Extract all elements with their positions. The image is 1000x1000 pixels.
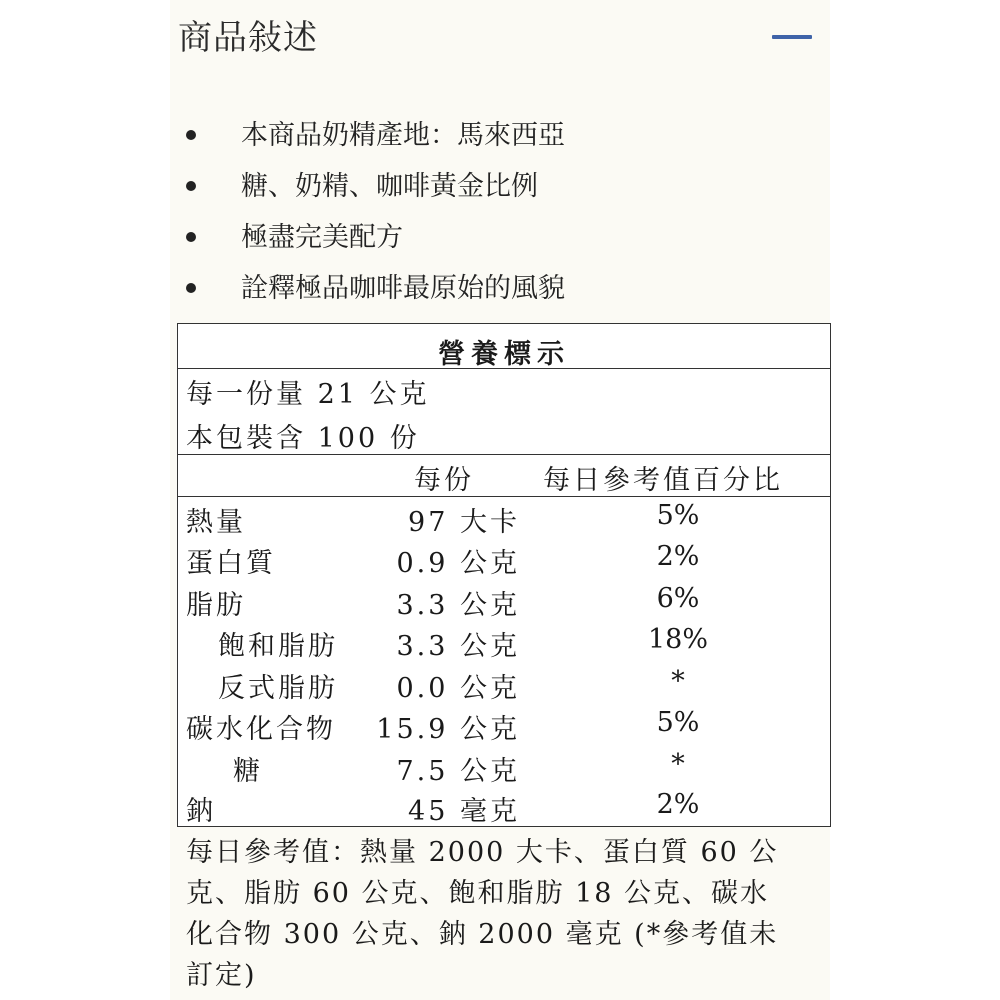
nutrient-amount: 7.5 公克	[396, 756, 520, 787]
nutrient-amount: 45 毫克	[408, 796, 520, 827]
nutrient-label: 鈉	[186, 796, 216, 827]
divider	[178, 368, 830, 369]
nutrient-daily-pct: 2%	[656, 789, 700, 820]
list-item: 糖、奶精、咖啡黃金比例	[186, 161, 806, 212]
nutrient-label: 飽和脂肪	[218, 631, 338, 662]
footnote-line: 每日參考值：熱量 2000 大卡、蛋白質 60 公	[186, 837, 779, 868]
nutrition-title: 營養標示	[438, 339, 570, 370]
nutrient-amount: 0.0 公克	[396, 673, 520, 704]
nutrient-daily-pct: 6%	[656, 583, 700, 614]
nutrient-label: 熱量	[186, 507, 246, 538]
bullet-icon	[186, 283, 196, 293]
divider	[178, 496, 830, 497]
description-list	[186, 110, 806, 314]
nutrient-label: 反式脂肪	[218, 673, 338, 704]
list-item: 極盡完美配方	[186, 212, 806, 263]
nutrient-label: 糖	[233, 756, 263, 787]
footnote-line: 訂定)	[186, 960, 257, 991]
nutrient-amount: 15.9 公克	[376, 714, 520, 745]
minus-icon	[772, 35, 812, 39]
nutrient-daily-pct: *	[671, 666, 685, 697]
nutrient-daily-pct: 2%	[656, 541, 700, 572]
servings-per-pack: 本包裝含 100 份	[186, 423, 420, 454]
list-item: 本商品奶精產地：馬來西亞	[186, 110, 806, 161]
serving-size: 每一份量 21 公克	[186, 379, 430, 410]
list-item: 詮釋極品咖啡最原始的風貌	[186, 263, 806, 314]
column-header-per-serving: 每份	[414, 465, 474, 496]
nutrient-label: 碳水化合物	[186, 714, 336, 745]
nutrient-amount: 3.3 公克	[396, 631, 520, 662]
nutrient-daily-pct: 5%	[656, 707, 700, 738]
column-header-daily-pct: 每日參考值百分比	[543, 465, 783, 496]
nutrient-amount: 97 大卡	[408, 507, 520, 538]
daily-value-footnote	[186, 832, 826, 996]
nutrient-daily-pct: *	[671, 749, 685, 780]
divider	[178, 454, 830, 455]
section-title: 商品敍述	[178, 18, 318, 58]
nutrient-label: 脂肪	[186, 590, 246, 621]
nutrient-daily-pct: 5%	[656, 500, 700, 531]
nutrient-amount: 3.3 公克	[396, 590, 520, 621]
nutrient-amount: 0.9 公克	[396, 548, 520, 579]
footnote-line: 克、脂肪 60 公克、飽和脂肪 18 公克、碳水	[186, 878, 770, 909]
collapse-button[interactable]	[772, 22, 812, 52]
bullet-icon	[186, 130, 196, 140]
bullet-icon	[186, 232, 196, 242]
bullet-icon	[186, 181, 196, 191]
nutrient-daily-pct: 18%	[647, 624, 708, 655]
nutrient-label: 蛋白質	[186, 548, 276, 579]
footnote-line: 化合物 300 公克、鈉 2000 毫克 (*參考值未	[186, 919, 779, 950]
nutrition-facts-table	[177, 323, 831, 827]
